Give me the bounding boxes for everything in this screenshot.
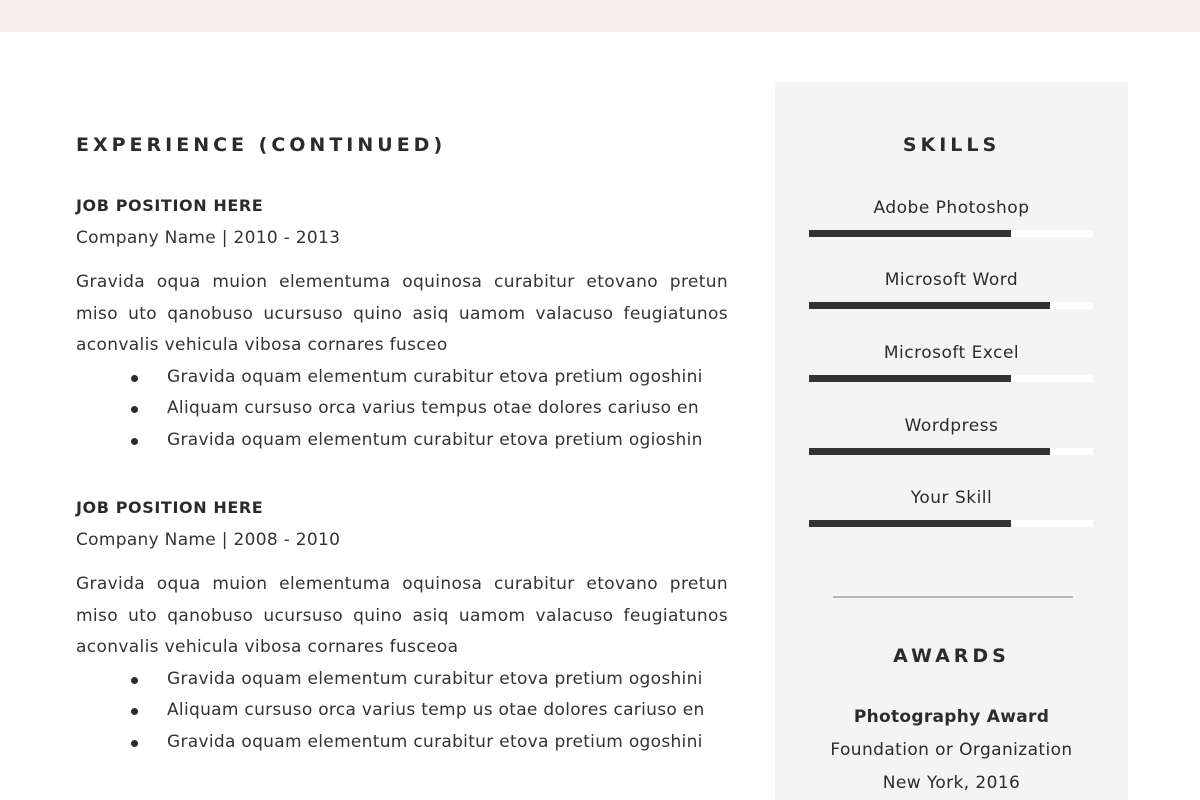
bullet-text: Aliquam cursuso orca varius temp us otae dolores cariuso en bbox=[167, 700, 705, 720]
skill-bar-fill bbox=[809, 520, 1011, 527]
experience-title: EXPERIENCE (CONTINUED) bbox=[76, 134, 447, 156]
skill-name: Microsoft Word bbox=[884, 270, 1019, 290]
skill-bar-fill bbox=[809, 375, 1011, 382]
skill-name: Microsoft Excel bbox=[883, 343, 1020, 363]
bullet-dot-icon bbox=[131, 677, 138, 684]
skill-bar-track bbox=[809, 302, 1093, 309]
job-company: Company Name | 2008 - 2010 bbox=[76, 530, 341, 550]
bullet-dot-icon bbox=[131, 438, 138, 445]
skill-item bbox=[775, 487, 1128, 509]
skill-name: Adobe Photoshop bbox=[873, 198, 1030, 218]
bullet-text: Gravida oquam elementum curabitur etova pretium ogioshin bbox=[167, 429, 703, 450]
bullet-dot-icon bbox=[131, 406, 138, 413]
sidebar-divider bbox=[833, 596, 1073, 598]
bullet-text: Gravida oquam elementum curabitur etova pretium ogoshini bbox=[167, 731, 703, 752]
job-entry-2 bbox=[76, 498, 728, 758]
skill-item bbox=[775, 415, 1128, 437]
skill-bar-fill bbox=[809, 448, 1050, 455]
awards-title: AWARDS bbox=[893, 645, 1010, 667]
skill-name: Wordpress bbox=[904, 416, 999, 436]
bullet-item bbox=[76, 362, 728, 394]
skill-bar-track bbox=[809, 375, 1093, 382]
bullet-text: Gravida oquam elementum curabitur etova pretium ogoshini bbox=[167, 668, 703, 689]
bullet-item bbox=[76, 727, 728, 759]
bullet-item bbox=[76, 695, 728, 727]
award-name: Photography Award bbox=[853, 707, 1050, 727]
top-accent-band bbox=[0, 0, 1200, 32]
skill-name: Your Skill bbox=[910, 488, 993, 508]
bullet-dot-icon bbox=[131, 740, 138, 747]
skill-bar-track bbox=[809, 448, 1093, 455]
award-organization: Foundation or Organization bbox=[830, 740, 1073, 760]
skill-item bbox=[775, 342, 1128, 364]
job-description: Gravida oqua muion elementuma oquinosa curabitur etovano pretun miso uto qanobuso ucursuso quino asiq uamom valacuso feugiatunos aconvalis vehicula vibosa cornares fusceoa bbox=[76, 574, 728, 657]
skill-bar-track bbox=[809, 230, 1093, 237]
sidebar bbox=[775, 82, 1128, 800]
job-company: Company Name | 2010 - 2013 bbox=[76, 228, 341, 248]
bullet-dot-icon bbox=[131, 708, 138, 715]
bullet-dot-icon bbox=[131, 375, 138, 382]
job-title: JOB POSITION HERE bbox=[76, 196, 264, 215]
job-bullets bbox=[76, 664, 728, 759]
job-bullets bbox=[76, 362, 728, 457]
skill-item bbox=[775, 269, 1128, 291]
bullet-text: Gravida oquam elementum curabitur etova pretium ogoshini bbox=[167, 366, 703, 387]
bullet-item bbox=[76, 664, 728, 696]
skills-title: SKILLS bbox=[902, 134, 1001, 156]
skill-bar-track bbox=[809, 520, 1093, 527]
award-location-year: New York, 2016 bbox=[882, 773, 1021, 793]
award-item bbox=[775, 706, 1128, 794]
bullet-item bbox=[76, 393, 728, 425]
skill-bar-fill bbox=[809, 302, 1050, 309]
skill-item bbox=[775, 197, 1128, 219]
bullet-text: Aliquam cursuso orca varius tempus otae dolores cariuso en bbox=[167, 398, 699, 418]
job-title: JOB POSITION HERE bbox=[76, 498, 264, 517]
job-entry-1 bbox=[76, 196, 728, 456]
experience-section bbox=[76, 134, 728, 758]
skill-bar-fill bbox=[809, 230, 1011, 237]
bullet-item bbox=[76, 425, 728, 457]
job-description: Gravida oqua muion elementuma oquinosa curabitur etovano pretun miso uto qanobuso ucursuso quino asiq uamom valacuso feugiatunos aconvalis vehicula vibosa cornares fusceo bbox=[76, 272, 728, 355]
